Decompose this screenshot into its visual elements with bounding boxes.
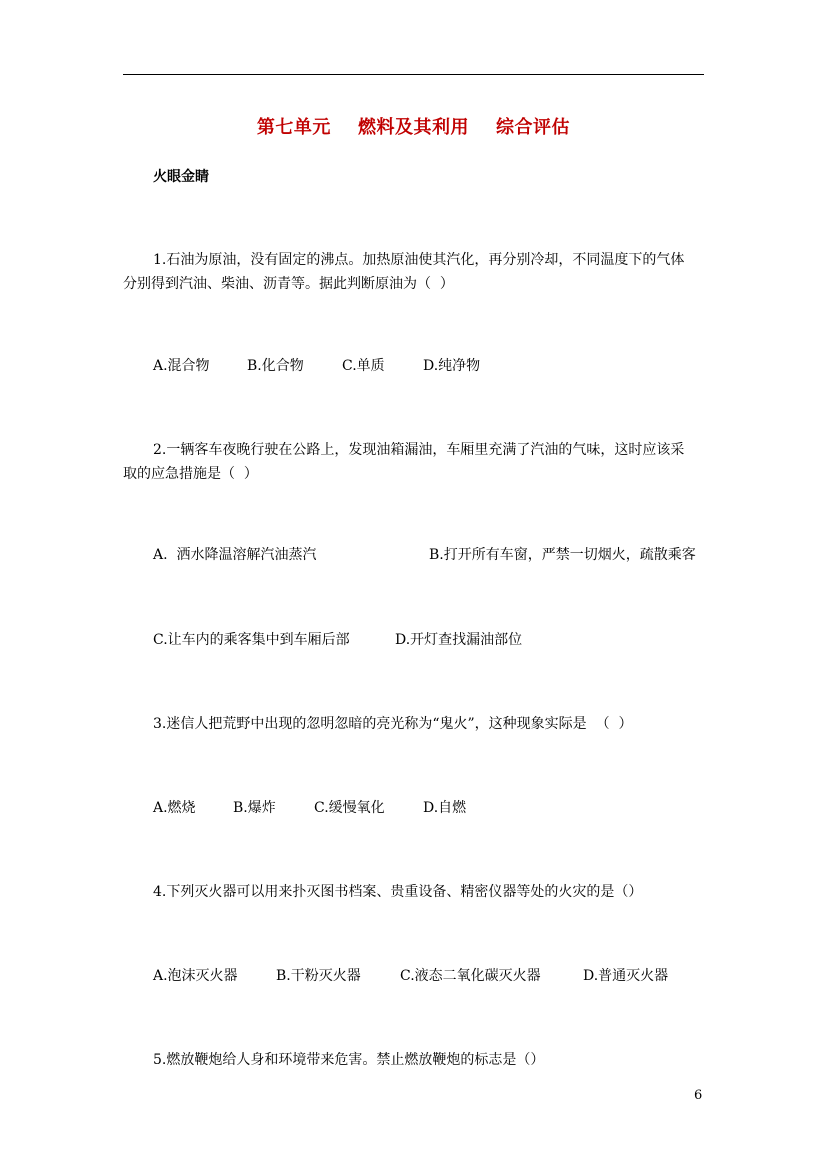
question-1-option-b: B.化合物 <box>247 358 304 374</box>
question-3-line-1: 3.迷信人把荒野中出现的忽明忽暗的亮光称为“鬼火”，这种现象实际是 （ ） <box>153 716 633 732</box>
header-rule <box>123 74 704 75</box>
question-4-option-a: A.泡沫灭火器 <box>153 968 238 984</box>
page-number: 6 <box>694 1088 703 1103</box>
question-4-line-1: 4.下列灭火器可以用来扑灭图书档案、贵重设备、精密仪器等处的火灾的是（） <box>153 884 643 900</box>
question-4-option-c: C.液态二氧化碳灭火器 <box>400 968 541 984</box>
question-1-line-1: 1.石油为原油，没有固定的沸点。加热原油使其汽化，再分别冷却，不同温度下的气体 <box>153 252 685 268</box>
question-4-option-d: D.普通灭火器 <box>583 968 669 984</box>
question-3-option-a: A.燃烧 <box>153 800 196 816</box>
question-1-option-d: D.纯净物 <box>423 358 481 374</box>
question-5-line-1: 5.燃放鞭炮给人身和环境带来危害。禁止燃放鞭炮的标志是（） <box>153 1052 545 1068</box>
question-2-line-1: 2.一辆客车夜晚行驶在公路上，发现油箱漏油，车厢里充满了汽油的气味，这时应该采 <box>153 442 685 458</box>
question-3-option-c: C.缓慢氧化 <box>314 800 385 816</box>
question-4-option-b: B.干粉灭火器 <box>276 968 361 984</box>
question-2-option-b: B.打开所有车窗，严禁一切烟火，疏散乘客 <box>429 547 696 563</box>
question-3-option-b: B.爆炸 <box>233 800 276 816</box>
question-1-line-2: 分别得到汽油、柴油、沥青等。据此判断原油为（ ） <box>123 276 454 292</box>
page-title: 第七单元 燃料及其利用 综合评估 <box>256 117 571 138</box>
question-2-option-d: D.开灯查找漏油部位 <box>395 632 523 648</box>
question-2-option-c: C.让车内的乘客集中到车厢后部 <box>153 632 350 648</box>
question-1-option-c: C.单质 <box>342 358 385 374</box>
question-2-option-a: A. 洒水降温溶解汽油蒸汽 <box>153 547 317 563</box>
question-1-option-a: A.混合物 <box>153 358 210 374</box>
section-heading: 火眼金睛 <box>153 169 209 185</box>
question-3-option-d: D.自燃 <box>423 800 467 816</box>
question-2-line-2: 取的应急措施是（ ） <box>123 466 258 482</box>
